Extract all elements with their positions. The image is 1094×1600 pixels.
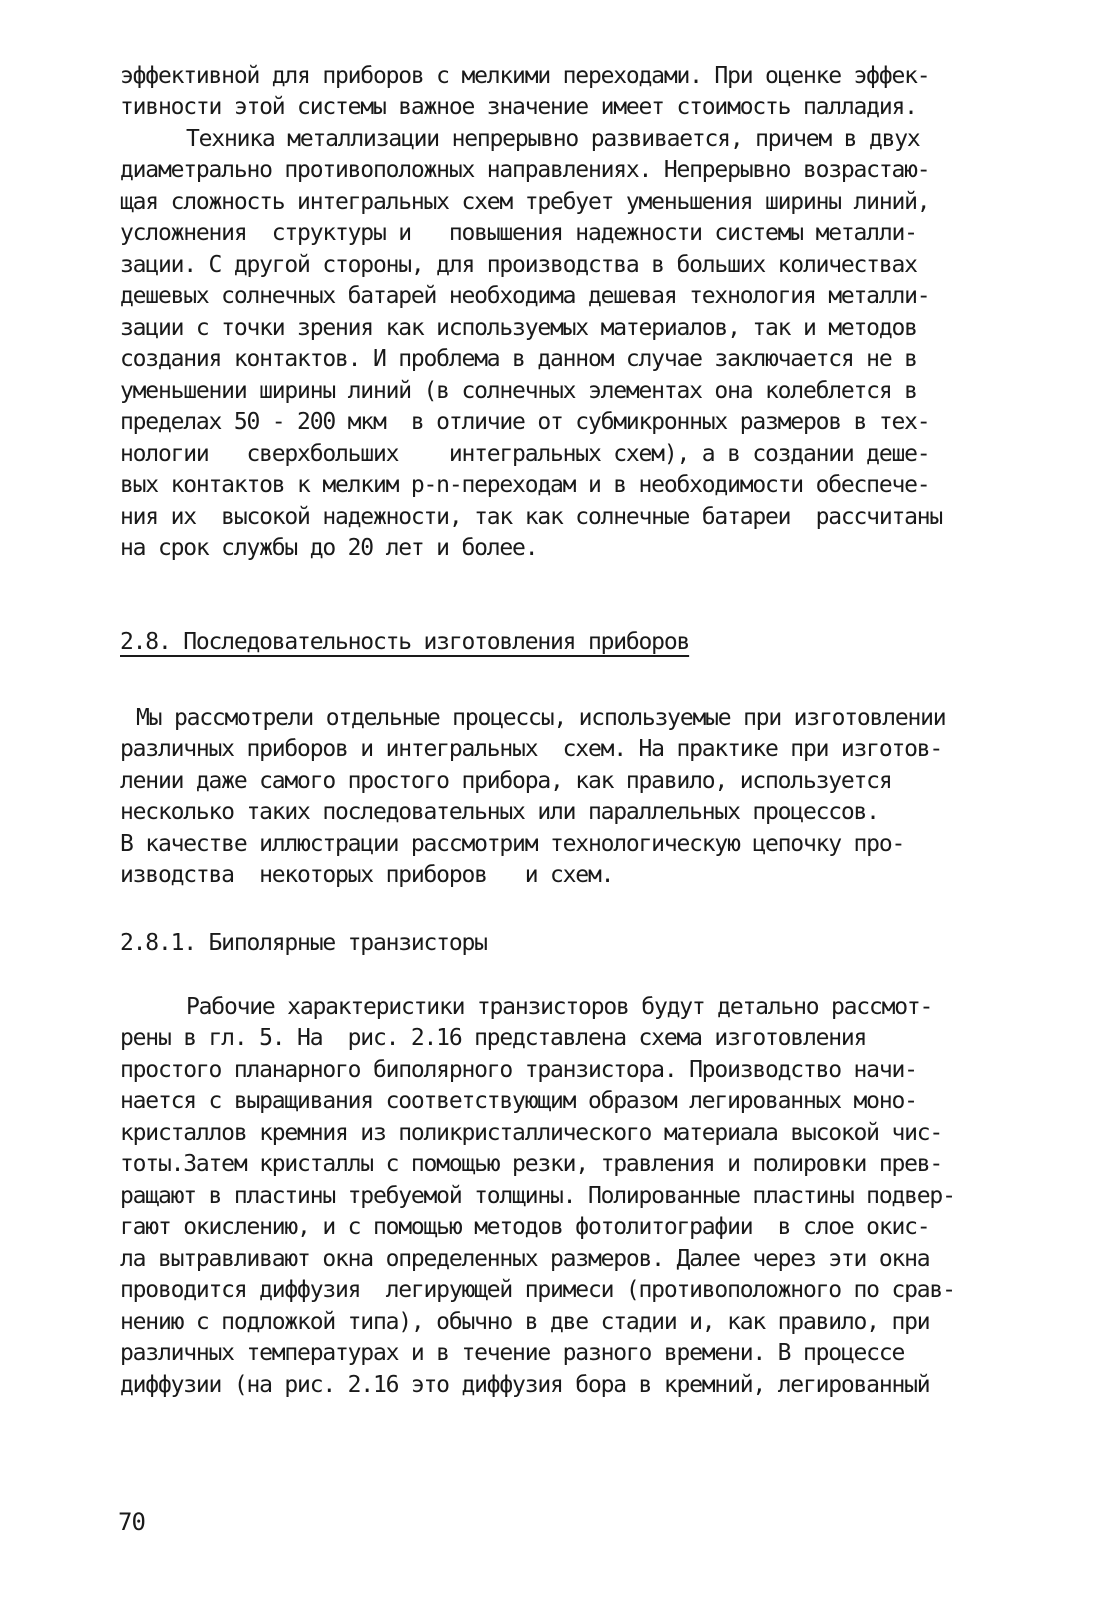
text-line: ращают в пластины требуемой толщины. Полированные пластины подвер- [120,1183,955,1209]
text-line: различных приборов и интегральных схем. На практике при изготов- [120,736,943,762]
text-line: гают окислению, и с помощью методов фотолитографии в слое окис- [120,1214,930,1240]
text-line: пределах 50 - 200 мкм в отличие от субмикронных размеров в тех- [120,409,930,435]
section-heading: 2.8. Последовательность изготовления приборов [120,629,690,655]
text-line: проводится диффузия легирующей примеси (противоположного по срав- [120,1277,955,1303]
text-line: на срок службы до 20 лет и более. [120,535,538,561]
text-line: создания контактов. И проблема в данном случае заключается не в [120,346,917,372]
text-line: изводства некоторых приборов и схем. [120,862,614,888]
text-line: уменьшении ширины линий (в солнечных элементах она колеблется в [120,378,917,404]
text-line: зации. С другой стороны, для производства в больших количествах [120,252,917,278]
text-line: Мы рассмотрели отдельные процессы, используемые при изготовлении [136,705,946,731]
text-line: Рабочие характеристики транзисторов будут детально рассмот- [186,994,933,1020]
text-line: нологии сверхбольших интегральных схем), а в создании деше- [120,441,930,467]
text-line: тивности этой системы важное значение имеет стоимость палладия. [120,94,917,120]
text-line: В качестве иллюстрации рассмотрим технологическую цепочку про- [120,831,905,857]
text-line: диаметрально противоположных направлениях. Непрерывно возрастаю- [120,157,930,183]
text-line: несколько таких последовательных или параллельных процессов. [120,799,879,825]
text-line: вых контактов к мелким p-n-переходам и в необходимости обеспече- [120,472,930,498]
text-line: кристаллов кремния из поликристаллического материала высокой чис- [120,1120,943,1146]
text-line: зации с точки зрения как используемых материалов, так и методов [120,315,917,341]
text-line: диффузии (на рис. 2.16 это диффузия бора в кремний, легированный [120,1372,930,1398]
text-line: тоты.Затем кристаллы с помощью резки, травления и полировки прев- [120,1151,943,1177]
text-line: рены в гл. 5. На рис. 2.16 представлена схема изготовления [120,1025,867,1051]
text-line: Техника металлизации непрерывно развивается, причем в двух [186,126,920,152]
text-line: лении даже самого простого прибора, как правило, используется [120,768,892,794]
text-line: различных температурах и в течение разного времени. В процессе [120,1340,905,1366]
text-line: нению с подложкой типа), обычно в две стадии и, как правило, при [120,1309,930,1335]
text-line: щая сложность интегральных схем требует уменьшения ширины линий, [120,189,930,215]
text-line: усложнения структуры и повышения надежности системы металли- [120,220,917,246]
text-line: эффективной для приборов с мелкими переходами. При оценке эффек- [120,63,930,89]
subsection-heading: 2.8.1. Биполярные транзисторы [120,930,487,956]
page-number: 70 [118,1508,145,1536]
text-line: дешевых солнечных батарей необходима дешевая технология металли- [120,283,930,309]
text-line: ния их высокой надежности, так как солнечные батареи рассчитаны [120,504,943,530]
text-line: простого планарного биполярного транзистора. Производство начи- [120,1057,917,1083]
text-line: ла вытравливают окна определенных размеров. Далее через эти окна [120,1246,930,1272]
text-line: нается с выращивания соответствующим образом легированных моно- [120,1088,917,1114]
